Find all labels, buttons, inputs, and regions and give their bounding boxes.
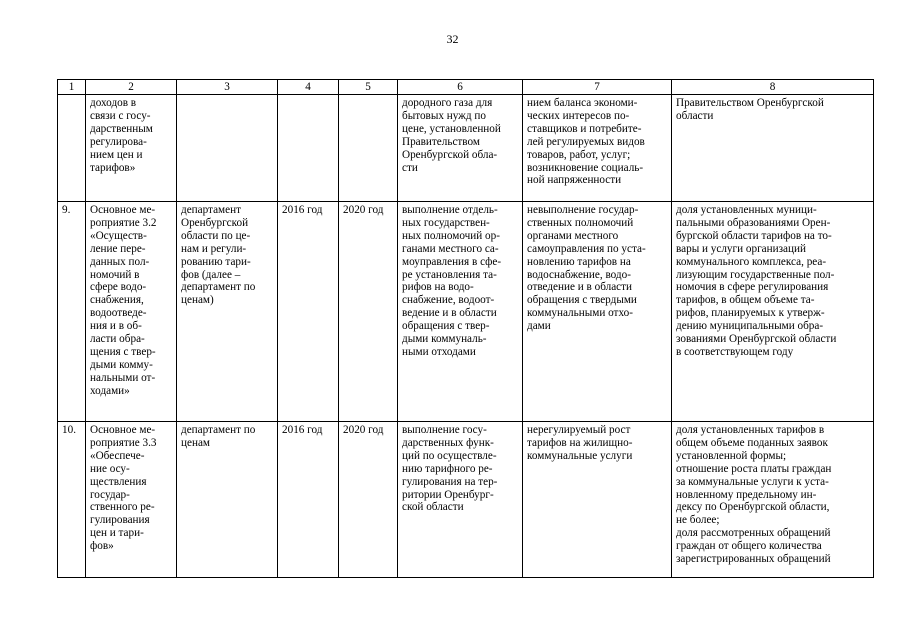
measure-name-cell (86, 95, 177, 202)
cell-text: выполнение госу- дарственных функ- ций по осуществле- нию тарифного ре- гулирования на тер- ритории Оренбург- ской области (402, 424, 498, 514)
cell-text: нием баланса экономи- ческих интересов по- ставщиков и потребите- лей регулируемых видов товаров, работ, услуг; возникновение социаль- ной напряженности (527, 97, 645, 187)
cell-text: 9. (62, 204, 71, 216)
cell-text: 2016 год (282, 424, 323, 436)
cell-text: департамент по ценам (181, 424, 256, 449)
expected-result-cell (398, 422, 523, 578)
cell-text: доля установленных тарифов в общем объеме поданных заявок установленной формы; отношение роста платы граждан за коммунальные услуги к уста- новленному предельному ин- дексу по Оренбургской области, не более; доля рассмотренных обращений граждан от общего количества зарегистрированных обращений (676, 424, 832, 566)
cell-text: 10. (62, 424, 76, 436)
table-row (58, 422, 874, 578)
table-row (58, 95, 874, 202)
cell-text: Основное ме- роприятие 3.3 «Обеспече- ние осу- ществления государ- ственного ре- гулирования цен и тари- фов» (90, 424, 157, 553)
consequences-cell (523, 95, 672, 202)
start-year-cell (278, 95, 339, 202)
consequences-cell (523, 202, 672, 422)
column-header: 7 (523, 80, 672, 95)
indicator-cell (672, 95, 874, 202)
consequences-cell (523, 422, 672, 578)
cell-text: выполнение отдель- ных государствен- ных полномочий ор- ганами местного са- моуправления в сфе- ре установления та- рифов на водо- снабжение, водоот- ведение и в области обращения с твер- дыми коммуналь- ными отходами (402, 204, 502, 358)
table-row (58, 202, 874, 422)
end-year-cell (339, 202, 398, 422)
indicator-cell (672, 422, 874, 578)
row-number-cell (58, 95, 86, 202)
cell-text: невыполнение государ- ственных полномочий органами местного самоуправления по уста- новлению тарифов на водоснабжение, водо- отведение и в области обращения с твердыми коммунальными отхо- дами (527, 204, 646, 333)
cell-text: департамент Оренбургской области по це- нам и регули- рованию тари- фов (далее – департамент по ценам) (181, 204, 256, 307)
cell-text: дородного газа для бытовых нужд по цене, установленной Правительством Оренбургской обла- сти (402, 97, 501, 174)
column-header: 1 (58, 80, 86, 95)
measure-name-cell (86, 202, 177, 422)
column-header: 5 (339, 80, 398, 95)
cell-text: 2020 год (343, 424, 384, 436)
column-header: 8 (672, 80, 874, 95)
responsible-cell (177, 95, 278, 202)
expected-result-cell (398, 202, 523, 422)
start-year-cell (278, 422, 339, 578)
row-number-cell (58, 422, 86, 578)
cell-text: доля установленных муници- пальными образованиями Орен- бургской области тарифов на то- вары и услуги организаций коммунального комплекса, реа- лизующим государственные пол- номочия в сфере регулирования тарифов, в общем объеме та- рифов, планируемых к утверж- дению муниципальными обра- зованиями Оренбургской области в соответствующем году (676, 204, 837, 358)
expected-result-cell (398, 95, 523, 202)
column-header: 2 (86, 80, 177, 95)
cell-text: Правительством Оренбургской области (676, 97, 824, 122)
column-header: 3 (177, 80, 278, 95)
end-year-cell (339, 422, 398, 578)
row-number-cell (58, 202, 86, 422)
page-number: 32 (446, 32, 459, 46)
cell-text: Основное ме- роприятие 3.2 «Осуществ- ление пере- данных пол- номочий в сфере водо- снабжения, водоотведе- ния и в об- ласти обра- щения с твер- дыми комму- нальными от- ходами» (90, 204, 157, 397)
cell-text: нерегулируемый рост тарифов на жилищно- коммунальные услуги (527, 424, 633, 462)
column-number-row (58, 80, 874, 95)
responsible-cell (177, 422, 278, 578)
cell-text: 2020 год (343, 204, 384, 216)
measure-name-cell (86, 422, 177, 578)
cell-text: доходов в связи с госу- дарственным регулирова- нием цен и тарифов» (90, 97, 153, 174)
start-year-cell (278, 202, 339, 422)
column-header: 6 (398, 80, 523, 95)
responsible-cell (177, 202, 278, 422)
end-year-cell (339, 95, 398, 202)
program-table (57, 79, 874, 578)
indicator-cell (672, 202, 874, 422)
cell-text: 2016 год (282, 204, 323, 216)
column-header: 4 (278, 80, 339, 95)
